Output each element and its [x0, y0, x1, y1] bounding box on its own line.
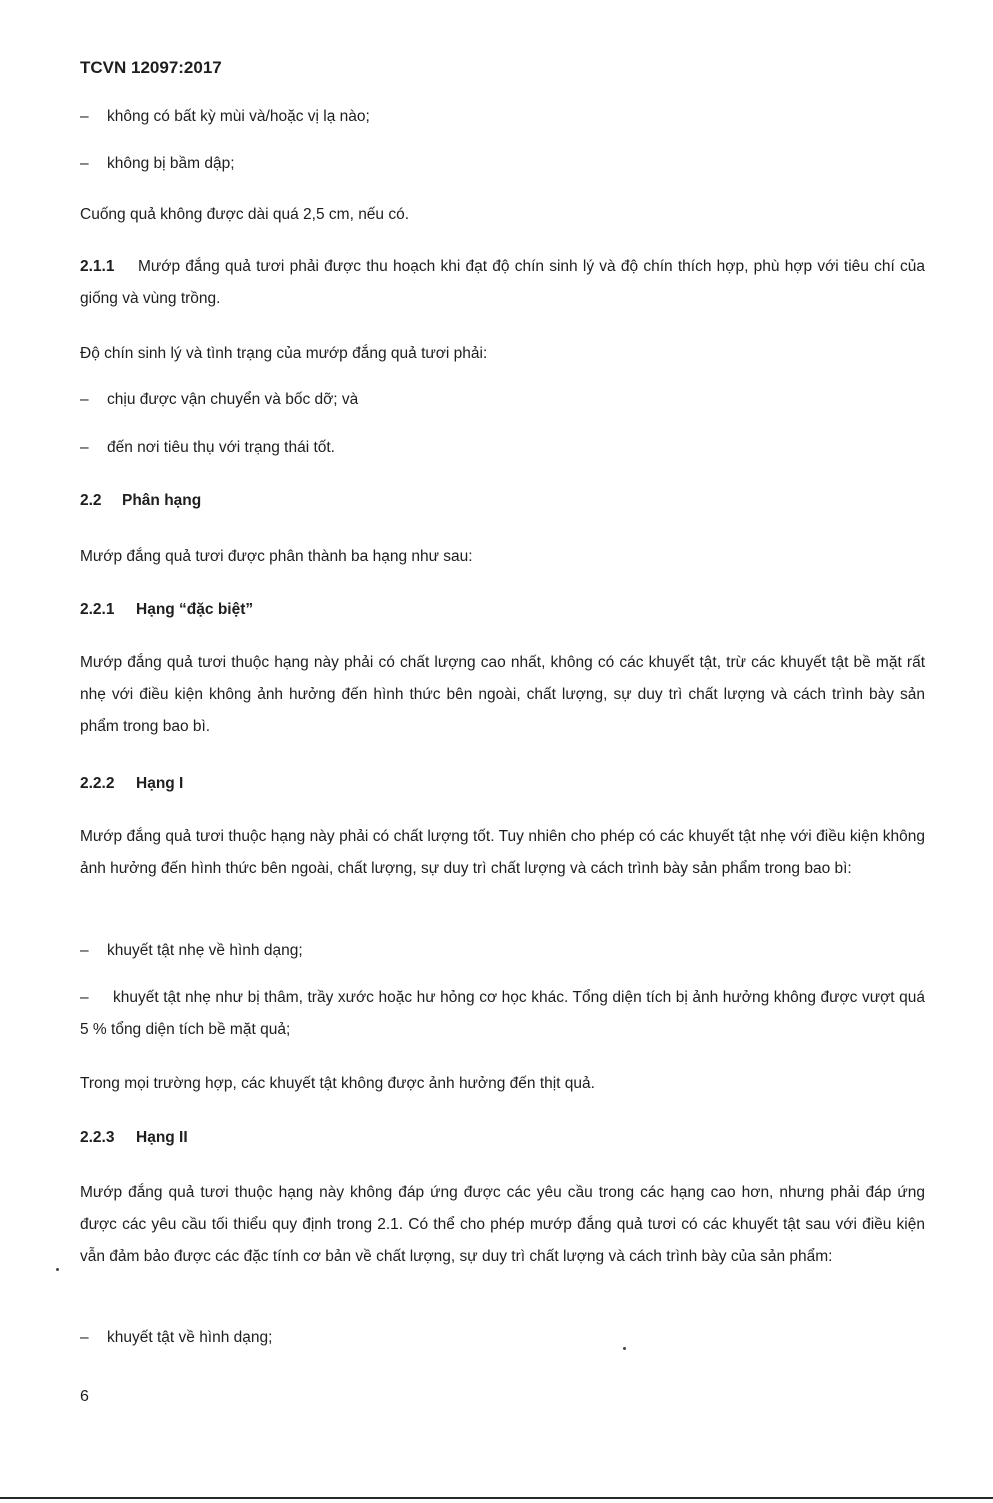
- bullet-item: [80, 1322, 925, 1354]
- bullet-text: khuyết tật nhẹ như bị thâm, trầy xước hoặc hư hỏng cơ học khác. Tổng diện tích bị ảnh hưởng không được vượt quá 5 % tổng diện tích bề mặt quả;: [80, 989, 925, 1038]
- bullet-dash: –: [80, 391, 89, 408]
- section-text: Mướp đắng quả tươi phải được thu hoạch khi đạt độ chín sinh lý và độ chín thích hợp, phù hợp với tiêu chí của giống và vùng trồng.: [80, 258, 925, 307]
- bullet-item: [80, 432, 925, 464]
- section-2-1-1: [80, 251, 925, 315]
- standard-code: TCVN 12097:2017: [80, 58, 222, 77]
- bullet-item: [80, 935, 925, 967]
- section-number: 2.2.2: [80, 775, 115, 792]
- bullet-dash: –: [80, 155, 89, 172]
- section-title: Phân hạng: [122, 492, 202, 509]
- paragraph-extra-class: Mướp đắng quả tươi thuộc hạng này phải có chất lượng cao nhất, không có các khuyết tật, trừ các khuyết tật bề mặt rất nhẹ với điều kiện không ảnh hưởng đến hình thức bên ngoài, chất lượng, sự duy trì chất lượng và cách trình bày sản phẩm trong bao bì.: [80, 654, 925, 735]
- bullet-dash: –: [80, 108, 89, 125]
- paragraph-class-2: Mướp đắng quả tươi thuộc hạng này không đáp ứng được các yêu cầu trong các hạng cao hơn, nhưng phải đáp ứng được các yêu cầu tối thiểu quy định trong 2.1. Có thể cho phép mướp đắng quả tươi có các khuyết tật sau với điều kiện vẫn đảm bảo được các đặc tính cơ bản về chất lượng, sự duy trì chất lượng và cách trình bày của sản phẩm:: [80, 1184, 925, 1265]
- section-number: 2.2.3: [80, 1129, 115, 1146]
- paragraph-flesh: Trong mọi trường hợp, các khuyết tật không được ảnh hưởng đến thịt quả.: [80, 1075, 595, 1092]
- bullet-text: khuyết tật nhẹ về hình dạng;: [107, 942, 303, 959]
- bullet-dash: –: [80, 1329, 89, 1346]
- section-heading-2-2-1: [80, 594, 925, 626]
- bullet-item-wrapped: [80, 982, 925, 1046]
- scan-speck: [623, 1347, 626, 1350]
- bullet-text: khuyết tật về hình dạng;: [107, 1329, 273, 1346]
- section-number: 2.2.1: [80, 601, 115, 618]
- section-title: Hạng II: [136, 1129, 188, 1146]
- scan-speck: [56, 1268, 59, 1271]
- bullet-text: không có bất kỳ mùi và/hoặc vị lạ nào;: [107, 108, 370, 125]
- bullet-dash: –: [80, 439, 89, 456]
- paragraph-maturity: Độ chín sinh lý và tình trạng của mướp đắng quả tươi phải:: [80, 345, 488, 362]
- bullet-item: [80, 148, 925, 180]
- bullet-item: [80, 101, 925, 133]
- bullet-text: chịu được vận chuyển và bốc dỡ; và: [107, 391, 359, 408]
- bullet-dash: –: [80, 989, 89, 1006]
- section-heading-2-2-3: [80, 1122, 925, 1154]
- paragraph-stalk: Cuống quả không được dài quá 2,5 cm, nếu có.: [80, 206, 410, 223]
- paragraph-classes: Mướp đắng quả tươi được phân thành ba hạng như sau:: [80, 548, 473, 565]
- paragraph-class-1: Mướp đắng quả tươi thuộc hạng này phải có chất lượng tốt. Tuy nhiên cho phép có các khuyết tật nhẹ với điều kiện không ảnh hưởng đến hình thức bên ngoài, chất lượng, sự duy trì chất lượng và cách trình bày sản phẩm trong bao bì:: [80, 828, 925, 877]
- bullet-dash: –: [80, 942, 89, 959]
- scan-edge-line: [0, 1497, 993, 1499]
- section-title: Hạng “đặc biệt”: [136, 601, 254, 618]
- bullet-item: [80, 384, 925, 416]
- section-title: Hạng I: [136, 775, 184, 792]
- bullet-text: không bị bầm dập;: [107, 155, 235, 172]
- section-number: 2.1.1: [80, 258, 115, 275]
- bullet-text: đến nơi tiêu thụ với trạng thái tốt.: [107, 439, 335, 456]
- section-heading-2-2: [80, 485, 925, 517]
- page-number: 6: [80, 1388, 89, 1405]
- section-heading-2-2-2: [80, 768, 925, 800]
- section-number: 2.2: [80, 492, 102, 509]
